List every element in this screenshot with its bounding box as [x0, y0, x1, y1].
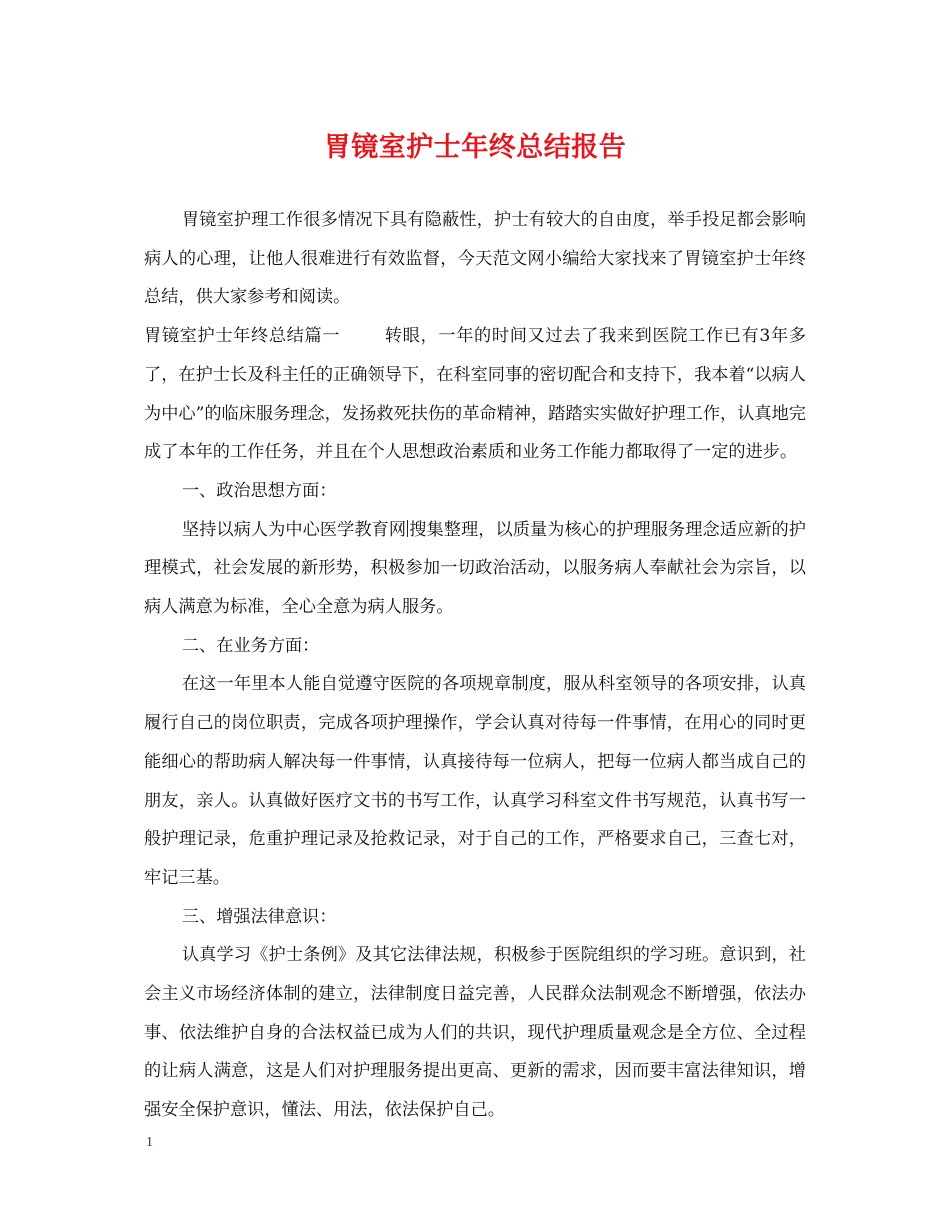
document-title: 胃镜室护士年终总结报告 — [323, 132, 627, 163]
section-heading-law: 三、增强法律意识： — [181, 906, 337, 927]
opening-paragraph — [144, 317, 806, 472]
section-heading-politics: 一、政治思想方面： — [181, 480, 337, 501]
politics-paragraph — [144, 511, 806, 627]
intro-paragraph: 胃镜室护理工作很多情况下具有隐蔽性，护士有较大的自由度，举手投足都会影响病人的心理，让他人很难进行有效监督，今天范文网小编给大家找来了胃镜室护士年终总结，供大家参考和阅读。 — [144, 210, 806, 308]
politics-text-a: 坚持以病人为中心医学教育网 — [181, 519, 407, 540]
business-paragraph: 在这一年里本人能自觉遵守医院的各项规章制度，服从科室领导的各项安排，认真履行自己的岗位职责，完成各项护理操作，学会认真对待每一件事情，在用心的同时更能细心的帮助病人解决每一件事情，认真接待每一位病人，把每一位病人都当成自己的朋友，亲人。认真做好医疗文书的书写工作，认真学习科室文件书写规范，认真书写一般护理记录，危重护理记录及抢救记录，对于自己的工作，严格要求自己，三查七对，牢记三基。 — [144, 674, 806, 888]
section-label: 胃镜室护士年终总结篇一 — [144, 326, 341, 347]
law-paragraph: 认真学习《护士条例》及其它法律法规，积极参于医院组织的学习班。意识到，社会主义市场经济体制的建立，法律制度日益完善，人民群众法制观念不断增强，依法办事、依法维护自身的合法权益已成为人们的共识，现代护理质量观念是全方位、全过程的让病人满意，这是人们对护理服务提出更高、更新的需求，因而要丰富法律知识，增强安全保护意识，懂法、用法，依法保护自己。 — [144, 945, 806, 1121]
section-heading-business: 二、在业务方面： — [181, 635, 320, 656]
politics-text-b: 搜集整理，以质量为核心的护理服务理念适应新的护理模式，社会发展的新形势，积极参加一切政治活动，以服务病人奉献社会为宗旨，以病人满意为标准，全心全意为病人服务。 — [144, 519, 806, 618]
document-body — [144, 201, 806, 1130]
page-number: 1 — [146, 1135, 153, 1150]
opening-text: 转眼，一年的时间又过去了我来到医院工作已有3年多了，在护士长及科主任的正确领导下，在科室同事的密切配合和支持下，我本着“以病人为中心”的临床服务理念，发扬救死扶伤的革命精神，踏踏实实做好护理工作，认真地完成了本年的工作任务，并且在个人思想政治素质和业务工作能力都取得了一定的进步。 — [144, 326, 806, 463]
text-cursor-mark — [407, 520, 408, 537]
